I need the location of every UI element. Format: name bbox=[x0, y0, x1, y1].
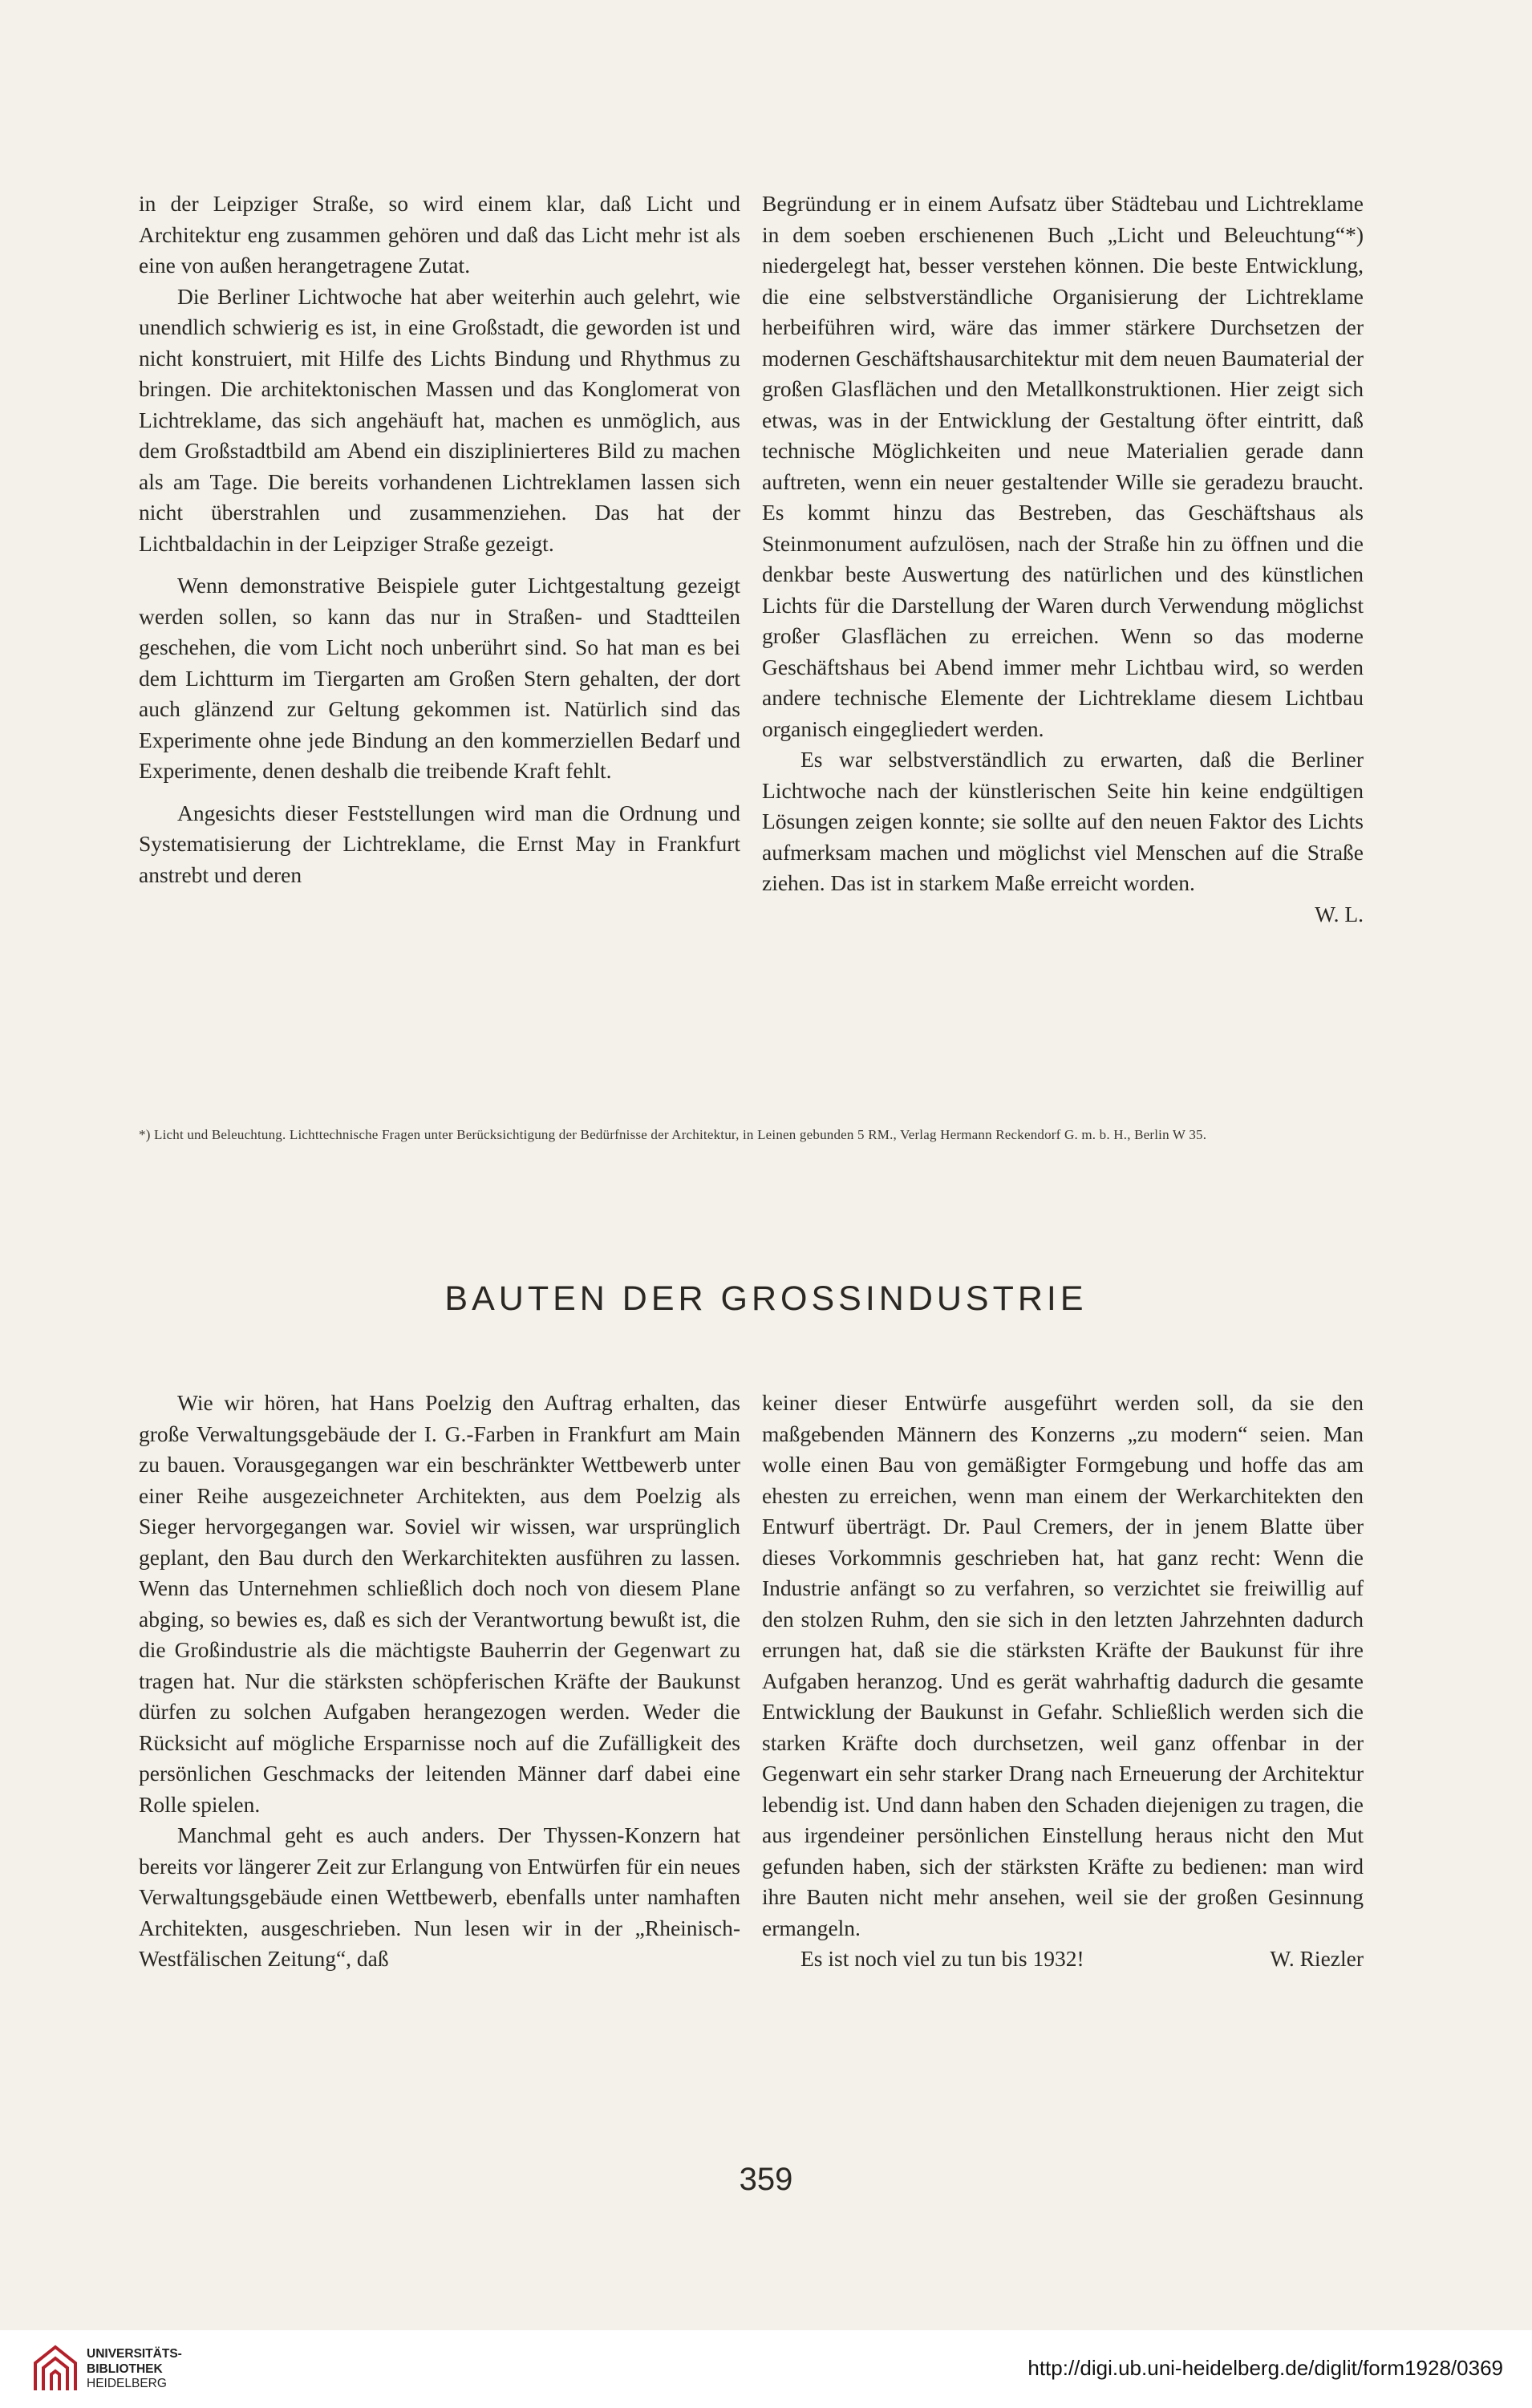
library-name bbox=[87, 2347, 182, 2392]
article2-column-left bbox=[139, 1388, 740, 1975]
article1-column-left bbox=[139, 189, 740, 890]
paragraph: Angesichts dieser Feststellungen wird man die Ordnung und Systematisierung der Lichtreklame, die Ernst May in Frankfurt anstrebt und deren bbox=[139, 800, 740, 887]
source-url-link[interactable]: http://digi.ub.uni-heidelberg.de/diglit/form1928/0369 bbox=[1027, 2356, 1503, 2380]
paragraph: Die Berliner Lichtwoche hat aber weiterhin auch gelehrt, wie unendlich schwierig es ist, in eine Großstadt, die geworden ist und nicht konstruiert, mit Hilfe des Lichts Bindung und Rhythmus zu bringen. Die architektonischen Massen und das Konglomerat von Lichtreklame, das sich angehäuft hat, machen es unmöglich, aus dem Großstadtbild am Abend ein disziplinierteres Bild zu machen als am Tage. Die bereits vorhandenen Lichtreklamen lassen sich nicht überstrahlen und zusammenziehen. Das hat der Lichtbaldachin in der Leipziger Straße gezeigt. bbox=[139, 283, 740, 556]
paragraph: Wie wir hören, hat Hans Poelzig den Auftrag erhalten, das große Verwaltungsgebäude der I. G.-Farben in Frankfurt am Main zu bauen. Vorausgegangen war ein beschränkter Wettbewerb unter einer Reihe ausgezeichneter Architekten, aus dem Poelzig als Sieger hervorgegangen war. Soviel wir wissen, war ursprünglich geplant, den Bau durch den Werkarchitekten ausführen zu lassen. Wenn das Unternehmen schließlich doch noch von diesem Plane abging, so bewies es, daß es sich der Verantwortung bewußt ist, die die Großindustrie als die mächtigste Bauherrin der Gegenwart zu tragen hat. Nur die stärksten schöpferischen Kräfte der Baukunst dürfen zu solchen Aufgaben herangezogen werden. Weder die Rücksicht auf mögliche Ersparnisse noch auf die Zufälligkeit des persönlichen Geschmacks der leitenden Männer darf dabei eine Rolle spielen. bbox=[139, 1390, 740, 1817]
library-line-1: UNIVERSITÄTS- bbox=[87, 2347, 182, 2361]
signature: W. Riezler bbox=[1270, 1946, 1364, 1971]
closing-text: Es ist noch viel zu tun bis 1932! bbox=[800, 1946, 1084, 1971]
paragraph: keiner dieser Entwürfe ausgeführt werden soll, da sie den maßgebenden Männern des Konzerns „zu modern“ seien. Man wolle einen Bau von gemäßigter Formgebung und hoffe das am ehesten zu erreichen, wenn man einem der Werkarchitekten den Entwurf überträgt. Dr. Paul Cremers, der in jenem Blatte über dieses Vorkommnis geschrieben hat, hat ganz recht: Wenn die Industrie anfängt so zu verfahren, so verzichtet sie freiwillig auf den stolzen Ruhm, den sie sich in den letzten Jahrzehnten dadurch errungen hat, daß sie die stärksten Kräfte der Baukunst für ihre Aufgaben heranzog. Und es gerät wahrhaftig dadurch die gesamte Entwicklung der Baukunst in Gefahr. Schließlich werden sich die starken Kräfte doch durchsetzen, weil ganz offenbar in der Gegenwart ein sehr starker Drang nach Erneuerung der Architektur lebendig ist. Und dann haben den Schaden diejenigen zu tragen, die aus irgendeiner persönlichen Einstellung heraus nicht den Mut gefunden haben, sich der stärksten Kräfte zu bedienen: man wird ihre Bauten nicht mehr ansehen, weil sie der großen Gesinnung ermangeln. bbox=[762, 1390, 1364, 1940]
library-line-3: HEIDELBERG bbox=[87, 2377, 167, 2390]
article-heading: BAUTEN DER GROSSINDUSTRIE bbox=[444, 1279, 1088, 1318]
article2-column-right bbox=[762, 1388, 1364, 1975]
page-number: 359 bbox=[739, 2162, 793, 2197]
closing-line bbox=[762, 1944, 1364, 1975]
library-line-2: BIBLIOTHEK bbox=[87, 2361, 163, 2376]
paragraph: Wenn demonstrative Beispiele guter Lichtgestaltung gezeigt werden sollen, so kann das nur in Straßen- und Stadtteilen geschehen, die vom Licht noch unberührt sind. So hat man es bei dem Lichtturm im Tiergarten am Großen Stern gehalten, der dort auch glänzend zur Geltung gekommen ist. Natürlich sind das Experimente ohne jede Bindung an den kommerziellen Bedarf und Experimente, denen deshalb die treibende Kraft fehlt. bbox=[139, 573, 740, 783]
university-library-logo-icon[interactable] bbox=[29, 2342, 82, 2395]
paragraph: Es war selbstverständlich zu erwarten, daß die Berliner Lichtwoche nach der künstlerischen Seite hin keine endgültigen Lösungen zeigen konnte; sie sollte auf den neuen Faktor des Lichts aufmerksam machen und möglichst viel Menschen auf die Straße ziehen. Das ist in starkem Maße erreicht worden. bbox=[762, 747, 1364, 895]
article1-column-right bbox=[762, 189, 1364, 930]
footnote: *) Licht und Beleuchtung. Lichttechnische Fragen unter Berücksichtigung der Bedürfnisse der Architektur, in Leinen gebunden 5 RM., Verlag Hermann Reckendorf G. m. b. H., Berlin W 35. bbox=[139, 1127, 1207, 1142]
paragraph: Manchmal geht es auch anders. Der Thyssen-Konzern hat bereits vor längerer Zeit zur Erlangung von Entwürfen für ein neues Verwaltungsgebäude einen Wettbewerb, ebenfalls unter namhaften Architekten, ausgeschrieben. Nun lesen wir in der „Rheinisch-Westfälischen Zeitung“, daß bbox=[139, 1822, 740, 1971]
signature: W. L. bbox=[1315, 901, 1364, 926]
paragraph: in der Leipziger Straße, so wird einem klar, daß Licht und Architektur eng zusammen gehören und daß das Licht mehr ist als eine von außen herangetragene Zutat. bbox=[139, 191, 740, 278]
paragraph: Begründung er in einem Aufsatz über Städtebau und Lichtreklame in dem soeben erschienenen Buch „Licht und Beleuchtung“*) niedergelegt hat, besser verstehen können. Die beste Entwicklung, die eine selbstverständliche Organisierung der Lichtreklame herbeiführen wird, wäre das immer stärkere Durchsetzen der modernen Geschäftshausarchitektur mit dem neuen Baumaterial der großen Glasflächen und den Metallkonstruktionen. Hier zeigt sich etwas, was in der Entwicklung der Gestaltung öfter eintritt, daß technische Möglichkeiten und neue Materialien gerade dann auftreten, wenn ein neuer gestaltender Wille sie geradezu braucht. Es kommt hinzu das Bestreben, das Geschäftshaus als Steinmonument aufzulösen, nach der Straße hin zu öffnen und die denkbar beste Auswertung des natürlichen und des künstlichen Lichts für die Darstellung der Waren durch Verwendung möglichst großer Glasflächen zu erreichen. Wenn so das moderne Geschäftshaus bei Abend immer mehr Lichtbau wird, so werden andere technische Elemente der Lichtreklame diesem Lichtbau organisch eingegliedert werden. bbox=[762, 191, 1364, 741]
